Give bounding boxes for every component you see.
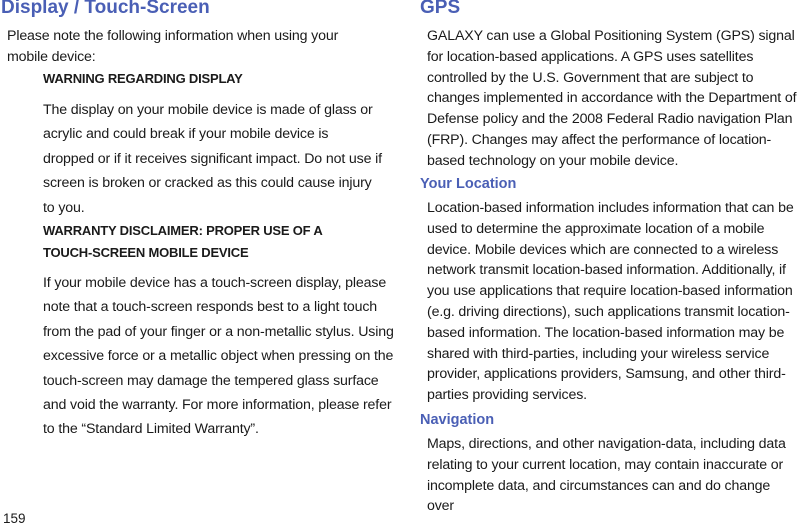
- navigation-body: Maps, directions, and other navigation-data, including data relating to your current location, may contain inaccurate or incomplete data, and circumstances can and do change over: [427, 436, 786, 515]
- navigation-heading: Navigation: [420, 412, 495, 428]
- your-location-heading: Your Location: [420, 176, 517, 192]
- gps-intro: GALAXY can use a Global Positioning System (GPS) signal for location-based applications. A GPS uses satellites controlled by the U.S. Government that are subject to changes implemented in accordance with the Department of Defense policy and the 2008 Federal Radio navigation Plan (FRP). Changes may affect the performance of location-based technology on your mobile device.: [427, 28, 797, 169]
- section-title-display: Display / Touch-Screen: [1, 0, 210, 18]
- warning-body: The display on your mobile device is made of glass or acrylic and could break if your mobile device is dropped or if it receives significant impact. Do not use if screen is broken or cracked as this could cause injury to you.: [43, 102, 382, 216]
- page-number: 159: [3, 511, 26, 526]
- section-title-gps: GPS: [420, 0, 461, 18]
- location-body: Location-based information includes information that can be used to determine the approximate location of a mobile device. Mobile devices which are connected to a wireless network transmit location-based information. Additionally, if you use applications that require location-based information (e.g. driving directions), such applications transmit location-based information. The location-based information may be shared with third-parties, including your wireless service provider, applications providers, Samsung, and other third-parties providing services.: [427, 200, 794, 404]
- display-intro: Please note the following information when using your mobile device:: [7, 28, 339, 65]
- warning-heading: WARNING REGARDING DISPLAY: [43, 71, 243, 86]
- warranty-heading: WARRANTY DISCLAIMER: PROPER USE OF A TOUCH-SCREEN MOBILE DEVICE: [43, 223, 323, 260]
- warranty-body: If your mobile device has a touch-screen display, please note that a touch-screen responds best to a light touch from the pad of your finger or a non-metallic stylus. Using excessive force or a metallic object when pressing on the touch-screen may damage the tempered glass surface and void the warranty. For more information, please refer to the “Standard Limited Warranty”.: [43, 275, 394, 438]
